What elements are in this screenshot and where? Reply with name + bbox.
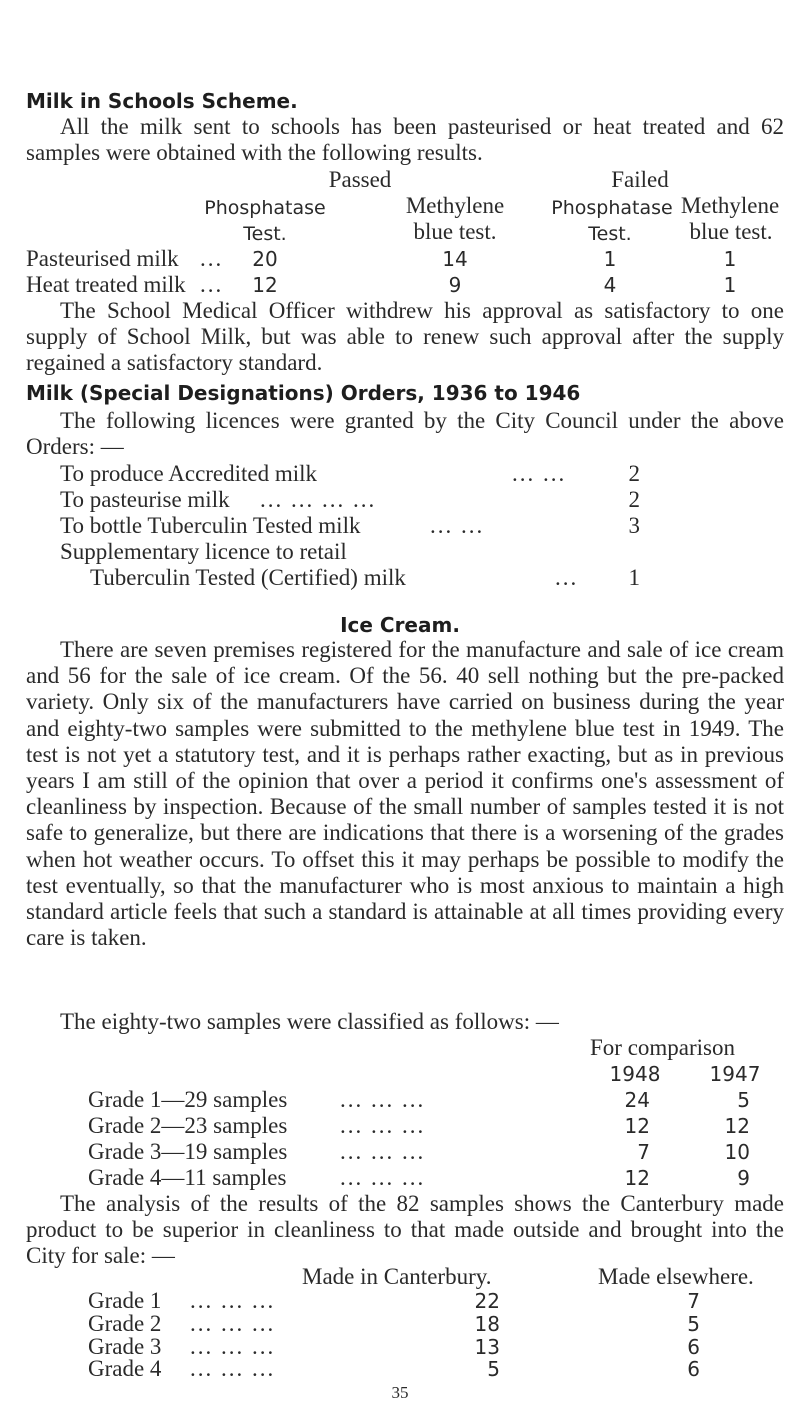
milk-schools-heading: Milk in Schools Scheme. xyxy=(26,89,298,113)
value-cell: 1 xyxy=(603,247,617,271)
col-phosphatase-failed: Phosphatase xyxy=(551,197,673,219)
value-cell: 9 xyxy=(448,273,462,297)
elsewhere-value: 6 xyxy=(687,1357,700,1381)
licence-dots: ... ... xyxy=(430,513,485,538)
value-cell: 20 xyxy=(252,247,278,271)
licence-dots: ... ... xyxy=(512,461,567,486)
origin-dots: ... ... ... xyxy=(190,1311,276,1336)
year-1947: 1947 xyxy=(709,1062,761,1086)
classified-intro: The eighty-two samples were classified as follows: — xyxy=(60,1009,559,1034)
origin-dots: ... ... ... xyxy=(190,1334,276,1359)
col-elsewhere: Made elsewhere. xyxy=(598,1264,754,1289)
value-cell: 12 xyxy=(252,273,278,297)
milk-schools-intro: All the milk sent to schools has been pasteurised or heat treated and 62 samples were obtained with the following results. xyxy=(26,114,784,166)
canterbury-value: 13 xyxy=(474,1335,500,1359)
grade-label: Grade 2—23 samples xyxy=(88,1113,288,1138)
row-dots: ... xyxy=(200,246,224,271)
licence-label: To bottle Tuberculin Tested milk xyxy=(60,513,361,538)
row-dots: ... xyxy=(200,272,224,297)
value-cell: 14 xyxy=(442,247,468,271)
canterbury-value: 22 xyxy=(474,1289,500,1313)
licence-count: 1 xyxy=(628,565,640,590)
grade-1948-value: 12 xyxy=(624,1114,650,1138)
grade-label: Grade 3—19 samples xyxy=(88,1139,288,1164)
analysis-paragraph: The analysis of the results of the 82 samples shows the Canterbury made product to be superior in cleanliness to that made outside and brought into the City for sale: — xyxy=(26,1191,784,1269)
grade-1947-value: 10 xyxy=(724,1140,750,1164)
grade-dots: ... ... ... xyxy=(340,1087,426,1112)
licence-count: 2 xyxy=(628,461,640,486)
grade-dots: ... ... ... xyxy=(340,1139,426,1164)
grade-1948-value: 7 xyxy=(637,1140,650,1164)
col-blue-test-failed: blue test. xyxy=(689,219,773,244)
canterbury-value: 18 xyxy=(474,1312,500,1336)
grade-label: Grade 4—11 samples xyxy=(88,1165,287,1190)
special-designations-intro: The following licences were granted by the City Council under the above Orders: — xyxy=(26,408,784,460)
col-phosphatase-passed: Phosphatase xyxy=(204,197,326,219)
grade-1948-value: 12 xyxy=(624,1166,650,1190)
licence-label: To pasteurise milk xyxy=(60,487,230,512)
licence-label: Supplementary licence to retail xyxy=(60,539,347,564)
licence-dots: ... xyxy=(555,565,579,590)
origin-grade-label: Grade 1 xyxy=(88,1288,162,1313)
milk-schools-note: The School Medical Officer withdrew his approval as satisfactory to one supply of School Milk, but was able to renew such approval after the supply regained a satisfactory standard. xyxy=(26,298,784,376)
col-test-failed: Test. xyxy=(588,223,632,245)
origin-grade-label: Grade 3 xyxy=(88,1334,162,1359)
col-test-passed: Test. xyxy=(243,223,287,245)
canterbury-value: 5 xyxy=(487,1357,500,1381)
grade-1948-value: 24 xyxy=(624,1088,650,1112)
col-methylene-failed: Methylene xyxy=(680,193,780,218)
licence-label: Tuberculin Tested (Certified) milk xyxy=(90,565,406,590)
passed-label: Passed xyxy=(328,167,392,192)
grade-1947-value: 12 xyxy=(724,1114,750,1138)
grade-1947-value: 5 xyxy=(737,1088,750,1112)
licence-count: 2 xyxy=(628,487,640,512)
licence-dots: ... ... ... ... xyxy=(260,487,377,512)
page-number: 35 xyxy=(391,1383,409,1402)
special-designations-heading: Milk (Special Designations) Orders, 1936 to 1946 xyxy=(26,381,581,405)
origin-dots: ... ... ... xyxy=(190,1288,276,1313)
licence-label: To produce Accredited milk xyxy=(60,461,318,486)
col-blue-test-passed: blue test. xyxy=(413,219,497,244)
elsewhere-value: 5 xyxy=(687,1312,700,1336)
col-canterbury: Made in Canterbury. xyxy=(302,1264,492,1289)
elsewhere-value: 6 xyxy=(687,1335,700,1359)
grade-dots: ... ... ... xyxy=(340,1113,426,1138)
comparison-label: For comparison xyxy=(590,1035,736,1060)
value-cell: 1 xyxy=(723,273,737,297)
licence-count: 3 xyxy=(628,513,640,538)
grade-dots: ... ... ... xyxy=(340,1165,426,1190)
value-cell: 4 xyxy=(603,273,617,297)
row-label-pasteurised: Pasteurised milk xyxy=(26,246,179,271)
col-methylene-passed: Methylene xyxy=(405,193,505,218)
elsewhere-value: 7 xyxy=(687,1289,700,1313)
year-1948: 1948 xyxy=(609,1062,661,1086)
failed-label: Failed xyxy=(611,167,669,192)
ice-cream-paragraph: There are seven premises registered for the manufacture and sale of ice cream and 56 for the sale of ice cream. Of the 56. 40 sell nothing but the pre-packed variety. Only six of the manufacturers have carried on business during the year and eighty-two samples were submitted to the methylene blue test in 1949. The test is not yet a statutory test, and it is perhaps rather exacting, but as in previous years I am still of the opinion that over a period it confirms one's assessment of cleanliness by inspection. Because of the small number of samples tested it is not safe to generalize, but there are indications that there is a worsening of the grades when hot weather occurs. To offset this it may perhaps be possible to modify the test eventually, so that the manufacturer who is most anxious to maintain a high standard article feels that such a standard is attainable at all times providing every care is taken. xyxy=(26,637,784,951)
grade-1947-value: 9 xyxy=(737,1166,750,1190)
grade-label: Grade 1—29 samples xyxy=(88,1087,288,1112)
ice-cream-heading: Ice Cream. xyxy=(340,613,460,637)
origin-grade-label: Grade 2 xyxy=(88,1311,162,1336)
origin-grade-label: Grade 4 xyxy=(88,1356,162,1381)
origin-dots: ... ... ... xyxy=(190,1356,276,1381)
value-cell: 1 xyxy=(723,247,737,271)
row-label-heat-treated: Heat treated milk xyxy=(26,272,186,297)
